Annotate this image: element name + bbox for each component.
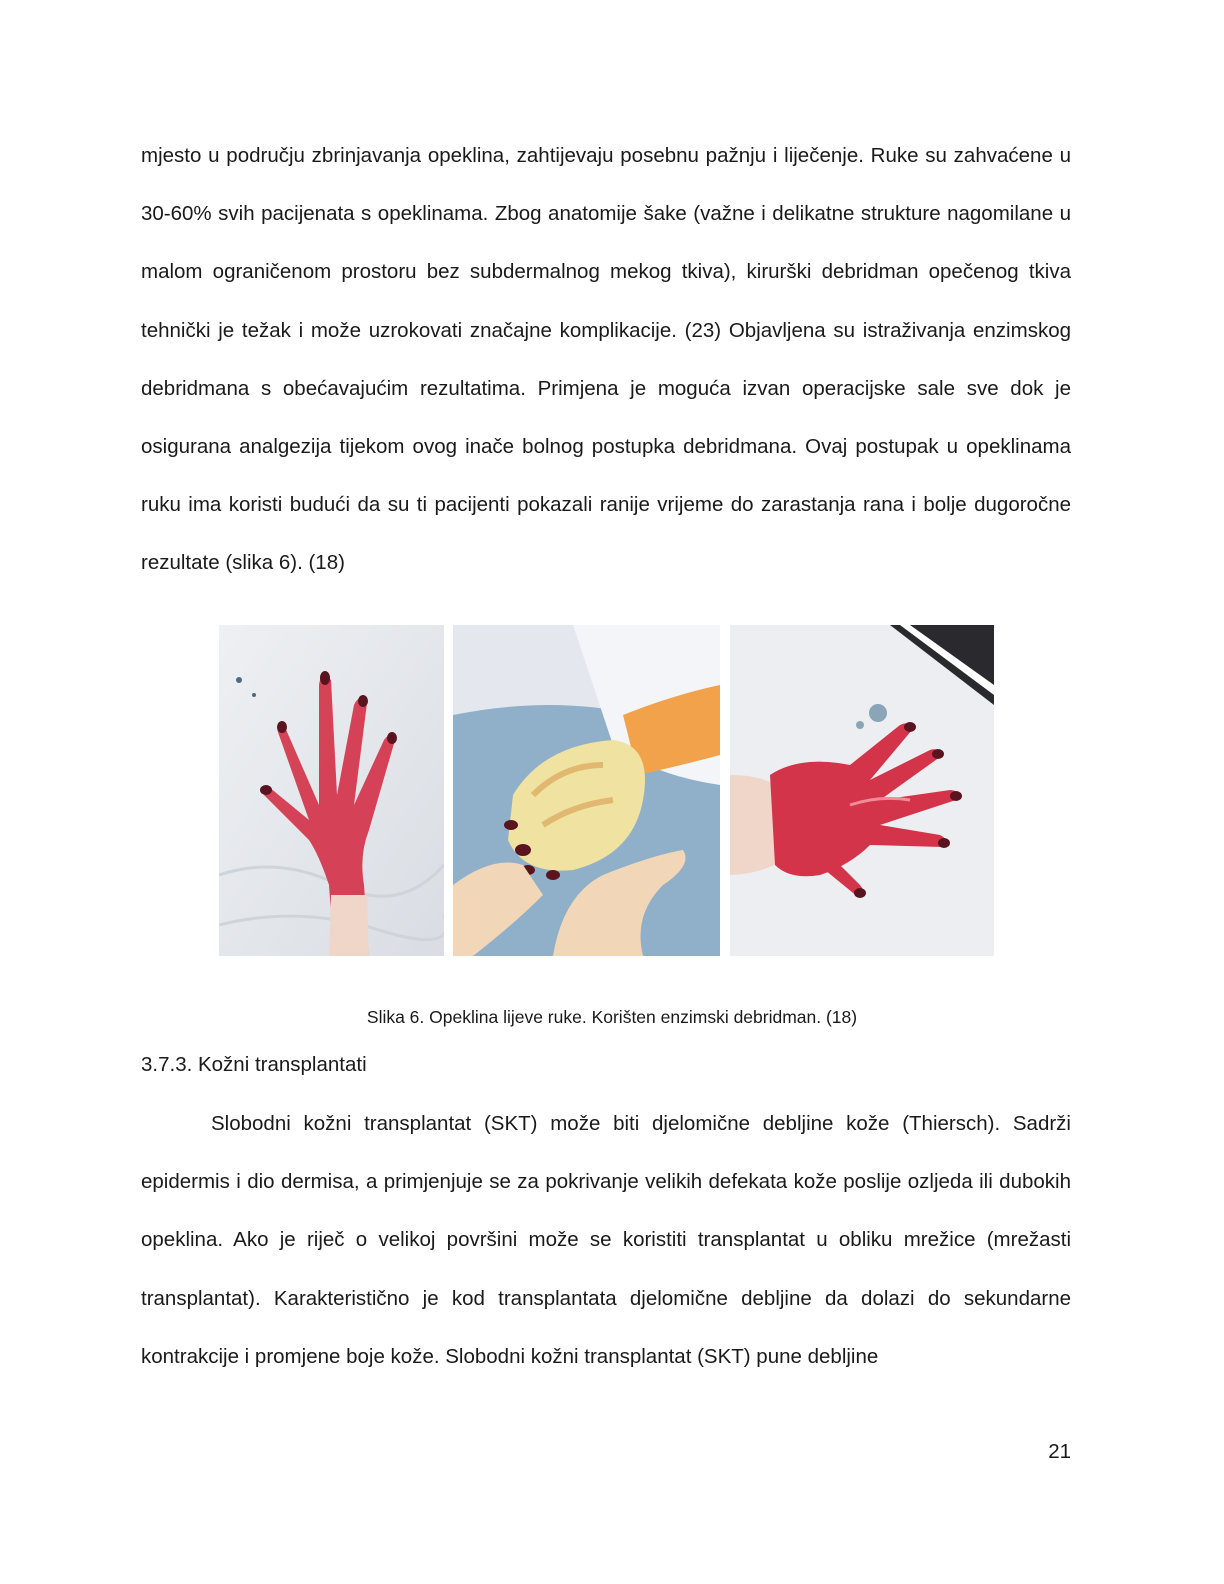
- photo-hand-before: [219, 625, 444, 956]
- body-paragraph-2: Slobodni kožni transplantat (SKT) može biti djelomične debljine kože (Thiersch). Sadrži epidermis i dio dermisa, a primjenjuje se za pokrivanje velikih defekata kože poslije ozljeda ili dubokih opeklina. Ako je riječ o velikoj površini može se koristiti transplantat u obliku mrežice (mrežasti transplantat). Karakteristično je kod transplantata djelomične debljine da dolazi do sekundarne kontrakcije i promjene boje kože. Slobodni kožni transplantat (SKT) pune debljine: [141, 1112, 1071, 1368]
- figure-caption: Slika 6. Opeklina lijeve ruke. Korišten enzimski debridman. (18): [366, 1007, 858, 1027]
- photo-hand-ointment: [453, 625, 720, 956]
- page-number: 21: [1048, 1440, 1071, 1463]
- section-heading: 3.7.3. Kožni transplantati: [141, 1053, 367, 1076]
- photo-hand-after: [730, 625, 994, 956]
- figure-6: [219, 625, 994, 956]
- body-paragraph-1: mjesto u području zbrinjavanja opeklina, zahtijevaju posebnu pažnju i liječenje. Ruke su zahvaćene u 30-60% svih pacijenata s opeklinama. Zbog anatomije šake (važne i delikatne strukture nagomilane u malom ograničenom prostoru bez subdermalnog mekog tkiva), kirurški debridman opečenog tkiva tehnički je težak i može uzrokovati značajne komplikacije. (23) Objavljena su istraživanja enzimskog debridmana s obećavajućim rezultatima. Primjena je moguća izvan operacijske sale sve dok je osigurana analgezija tijekom ovog inače bolnog postupka debridmana. Ovaj postupak u opeklinama ruku ima koristi budući da su ti pacijenti pokazali ranije vrijeme do zarastanja rana i bolje dugoročne rezultate (slika 6). (18): [141, 144, 1071, 575]
